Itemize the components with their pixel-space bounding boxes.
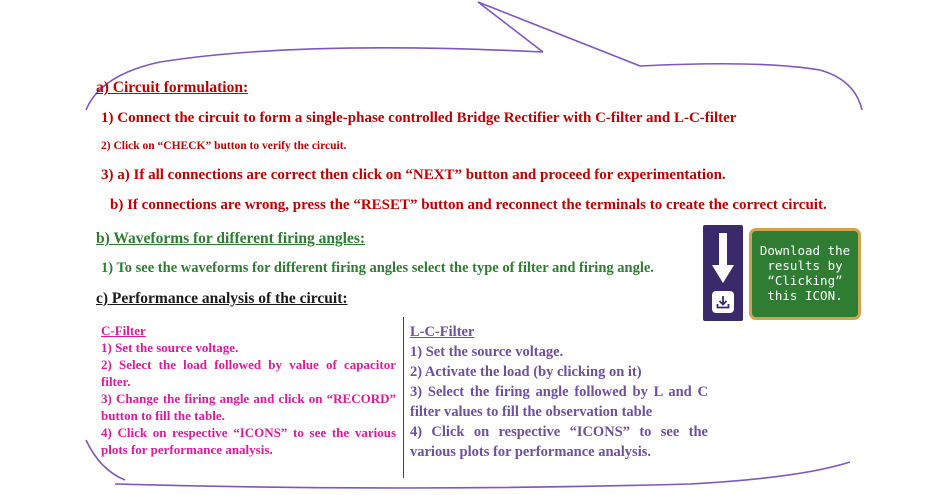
c-filter-step-2: 2) Select the load followed by value of capacitor filter. [101, 357, 396, 389]
download-note-line-3: “Clicking” [767, 273, 843, 288]
lc-filter-step-4: 4) Click on respective “ICONS” to see the various plots for performance analysis. [410, 424, 708, 460]
download-note-line-1: Download the [759, 243, 851, 258]
download-button[interactable] [703, 225, 743, 321]
c-filter-title: C-Filter [101, 323, 146, 338]
download-note-line-2: results by [767, 258, 843, 273]
section-a-step-3a: 3) a) If all connections are correct then click on “NEXT” button and proceed for experimentation. [101, 167, 726, 183]
section-a-step-2: 2) Click on “CHECK” button to verify the circuit. [101, 140, 347, 152]
column-divider [403, 317, 404, 478]
lc-filter-step-1: 1) Set the source voltage. [410, 344, 564, 360]
download-note [749, 228, 861, 320]
lc-filter-title: L-C-Filter [410, 324, 475, 340]
c-filter-step-3: 3) Change the firing angle and click on “RECORD” button to fill the table. [101, 391, 396, 423]
section-b-step-1: 1) To see the waveforms for different firing angles select the type of filter and firing angle. [101, 260, 654, 276]
section-a-step-1: 1) Connect the circuit to form a single-phase controlled Bridge Rectifier with C-filter and L-C-filter [101, 110, 737, 126]
download-icon[interactable] [712, 291, 734, 313]
lc-filter-column [410, 322, 708, 462]
section-a-step-3b: b) If connections are wrong, press the “RESET” button and reconnect the terminals to create the correct circuit. [110, 197, 827, 213]
c-filter-column [101, 322, 396, 458]
c-filter-step-1: 1) Set the source voltage. [101, 340, 239, 355]
down-arrow-icon [712, 233, 734, 285]
section-a-heading: a) Circuit formulation: [96, 79, 249, 96]
download-note-line-4: this ICON. [767, 288, 843, 303]
c-filter-step-4: 4) Click on respective “ICONS” to see the various plots for performance analysis. [101, 425, 396, 457]
lc-filter-step-3: 3) Select the firing angle followed by L and C filter values to fill the observation table [410, 384, 708, 420]
section-b-heading: b) Waveforms for different firing angles: [96, 230, 366, 247]
section-c-heading: c) Performance analysis of the circuit: [96, 290, 348, 307]
lc-filter-step-2: 2) Activate the load (by clicking on it) [410, 364, 642, 380]
